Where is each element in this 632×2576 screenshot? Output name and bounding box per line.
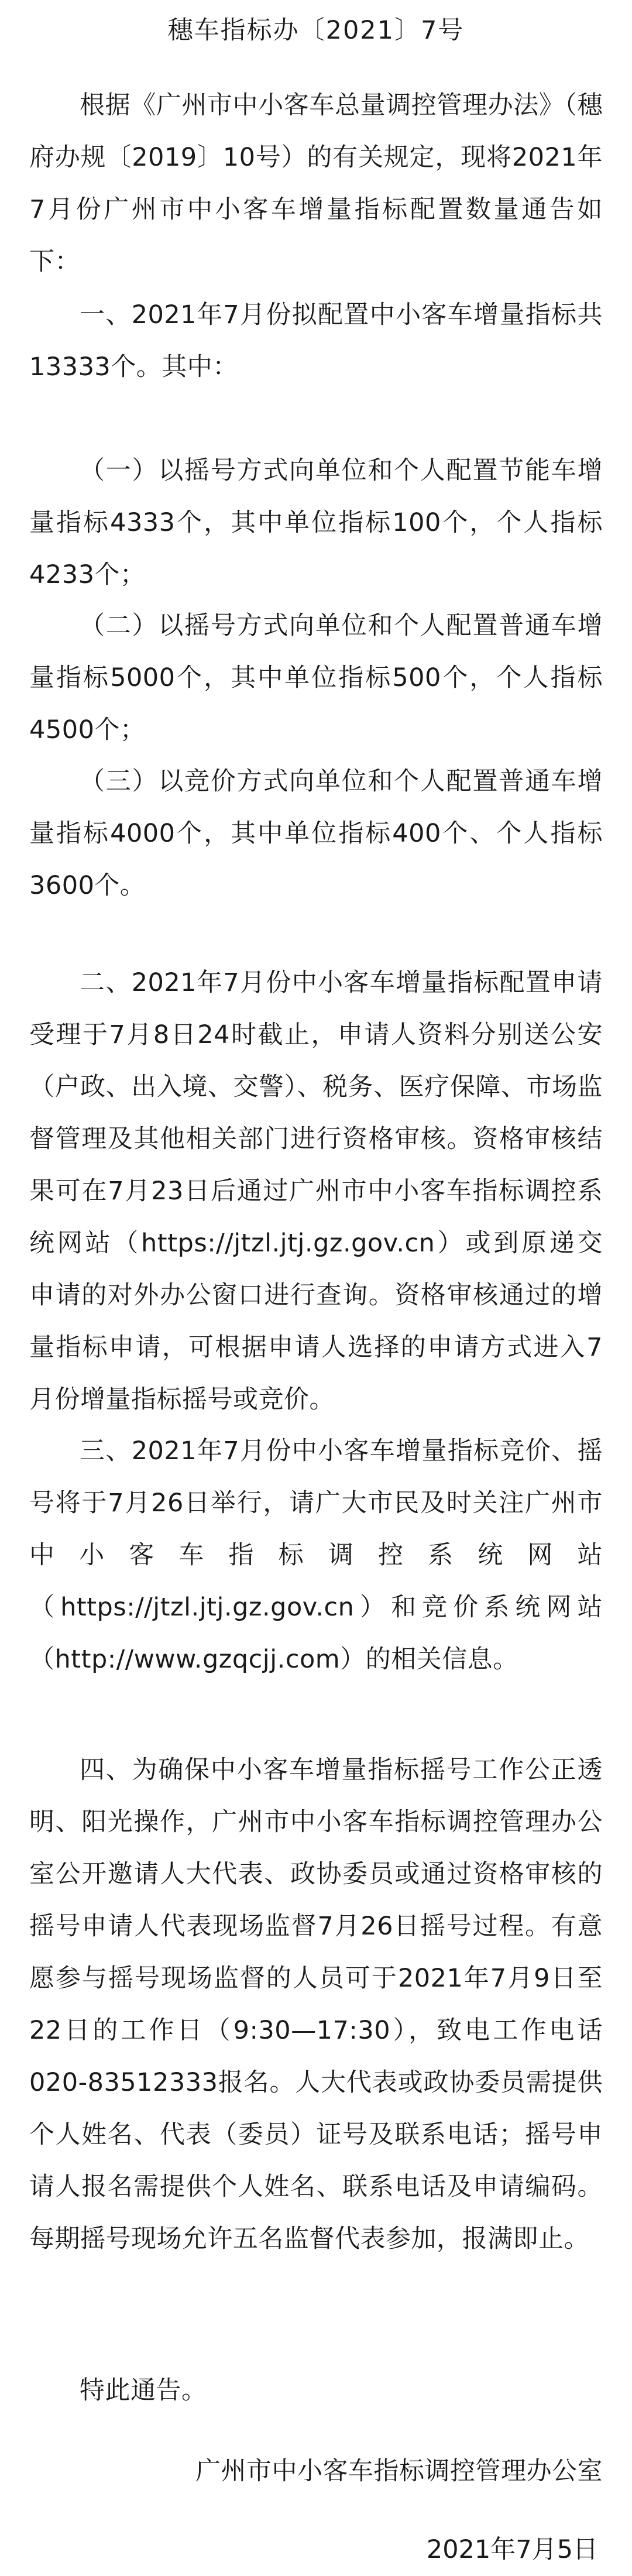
paragraph-subitem-1: （一）以摇号方式向单位和个人配置节能车增量指标4333个，其中单位指标100个，个人指标4233个； — [29, 456, 603, 589]
paragraph-subitem-2: （二）以摇号方式向单位和个人配置普通车增量指标5000个，其中单位指标500个，个人指标4500个； — [29, 611, 603, 745]
signature-organization: 广州市中小客车指标调控管理办公室 — [195, 2457, 603, 2486]
paragraph-closing-notice: 特此通告。 — [80, 2376, 207, 2405]
document-number: 穗车指标办〔2021〕7号 — [167, 16, 465, 45]
paragraph-section-one: 一、2021年7月份拟配置中小客车增量指标共13333个。其中： — [29, 300, 603, 382]
paragraph-section-two: 二、2021年7月份中小客车增量指标配置申请受理于7月8日24时截止，申请人资料分别送公安（户政、出入境、交警）、税务、医疗保障、市场监督管理及其他相关部门进行资格审核。资格审核结果可在7月23日后通过广州市中小客车指标调控系统网站（https://jtzl.jtj.gz.gov.cn）或到原递交申请的对外办公窗口进行查询。资格审核通过的增量指标申请，可根据申请人选择的申请方式进入7月份增量指标摇号或竞价。 — [29, 968, 603, 1414]
signature-date: 2021年7月5日 — [426, 2535, 598, 2564]
paragraph-subitem-3: （三）以竞价方式向单位和个人配置普通车增量指标4000个，其中单位指标400个、个人指标3600个。 — [29, 767, 603, 900]
paragraph-intro: 根据《广州市中小客车总量调控管理办法》（穗府办规〔2019〕10号）的有关规定，现将2021年7月份广州市中小客车增量指标配置数量通告如下： — [29, 91, 603, 276]
paragraph-section-three: 三、2021年7月份中小客车增量指标竞价、摇号将于7月26日举行，请广大市民及时关注广州市中小客车指标调控系统网站（https://jtzl.jtj.gz.gov.cn）和竞价系统网站（http://www.gzqcjj.com）的相关信息。 — [29, 1436, 603, 1674]
paragraph-section-four: 四、为确保中小客车增量指标摇号工作公正透明、阳光操作，广州市中小客车指标调控管理办公室公开邀请人大代表、政协委员或通过资格审核的摇号申请人代表现场监督7月26日摇号过程。有意愿参与摇号现场监督的人员可于2021年7月9日至22日的工作日（9:30—17:30），致电工作电话020-83512333报名。人大代表或政协委员需提供个人姓名、代表（委员）证号及联系电话；摇号申请人报名需提供个人姓名、联系电话及申请编码。每期摇号现场允许五名监督代表参加，报满即止。 — [29, 1755, 603, 2253]
